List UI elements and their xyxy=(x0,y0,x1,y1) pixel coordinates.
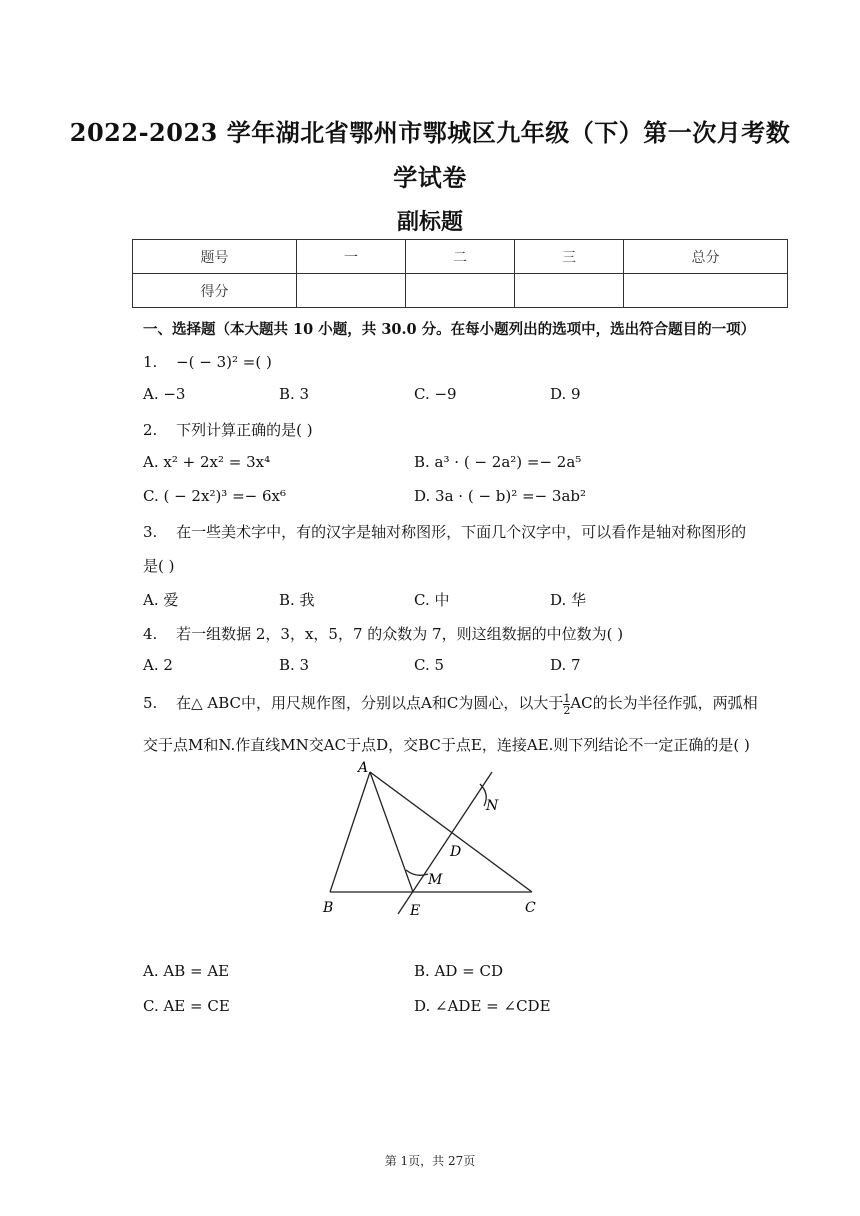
question-3 xyxy=(143,521,746,542)
question-number: 5. xyxy=(143,694,158,712)
score-cell[interactable] xyxy=(297,274,406,308)
question-text: 下列计算正确的是( ) xyxy=(176,421,313,439)
question-number: 3. xyxy=(143,523,158,541)
question-2 xyxy=(143,419,313,440)
label-b: B xyxy=(323,900,334,916)
page-title-line2: 学试卷 xyxy=(393,163,467,192)
score-header-cell: 题号 xyxy=(133,240,297,274)
section-heading: 一、选择题（本大题共 10 小题，共 30.0 分。在每小题列出的选项中，选出符合题目的一项） xyxy=(143,321,756,338)
fraction-denominator: 2 xyxy=(563,703,571,717)
option-d[interactable]: D. ∠ADE = ∠CDE xyxy=(414,997,551,1015)
option-b[interactable]: B. a³ · ( − 2a²) =− 2a⁵ xyxy=(414,453,582,471)
option-c[interactable]: C. AE = CE xyxy=(143,997,230,1015)
question-number: 4. xyxy=(143,625,158,643)
option-a[interactable]: A. 爱 xyxy=(143,591,179,609)
option-c[interactable]: C. −9 xyxy=(414,385,457,403)
score-header-cell: 二 xyxy=(406,240,515,274)
question-text: 若一组数据 2，3，x，5，7 的众数为 7，则这组数据的中位数为( ) xyxy=(176,625,624,643)
score-cell[interactable] xyxy=(515,274,624,308)
option-d[interactable]: D. 9 xyxy=(550,385,581,403)
option-a[interactable]: A. AB = AE xyxy=(143,962,230,980)
option-d[interactable]: D. 3a · ( − b)² =− 3ab² xyxy=(414,487,587,505)
page-footer: 第 1页，共 27页 xyxy=(384,1154,476,1168)
label-m: M xyxy=(428,872,443,888)
label-n: N xyxy=(486,798,499,814)
score-cell[interactable] xyxy=(624,274,788,308)
question-text: AC的长为半径作弧，两弧相 xyxy=(570,694,758,712)
score-header-cell: 一 xyxy=(297,240,406,274)
question-number: 1. xyxy=(143,353,158,371)
option-a[interactable]: A. −3 xyxy=(143,385,186,403)
question-5 xyxy=(143,692,758,716)
score-table xyxy=(132,239,788,308)
option-d[interactable]: D. 华 xyxy=(550,591,587,609)
line-mn xyxy=(398,772,492,914)
question-text: 在△ ABC中，用尺规作图，分别以点A和C为圆心，以大于 xyxy=(176,694,564,712)
option-d[interactable]: D. 7 xyxy=(550,656,581,674)
option-b[interactable]: B. AD = CD xyxy=(414,962,504,980)
question-1 xyxy=(143,353,272,371)
label-c: C xyxy=(525,900,536,916)
option-a[interactable]: A. x² + 2x² = 3x⁴ xyxy=(143,453,271,471)
option-b[interactable]: B. 3 xyxy=(279,656,310,674)
triangle-figure xyxy=(320,758,550,918)
page-title-line1: 2022-2023 学年湖北省鄂州市鄂城区九年级（下）第一次月考数 xyxy=(69,118,791,147)
question-text-cont: 是( ) xyxy=(143,557,175,575)
score-table-header-row xyxy=(133,240,788,274)
page-subtitle: 副标题 xyxy=(396,209,463,235)
option-a[interactable]: A. 2 xyxy=(143,656,173,674)
score-table-row xyxy=(133,274,788,308)
question-number: 2. xyxy=(143,421,158,439)
label-a: A xyxy=(358,760,369,776)
option-c[interactable]: C. 中 xyxy=(414,591,450,609)
score-cell[interactable] xyxy=(406,274,515,308)
question-text: 在一些美术字中，有的汉字是轴对称图形，下面几个汉字中，可以看作是轴对称图形的 xyxy=(176,523,747,541)
score-header-cell: 三 xyxy=(515,240,624,274)
option-b[interactable]: B. 我 xyxy=(279,591,315,609)
score-row-label: 得分 xyxy=(133,274,297,308)
fraction-numerator: 1 xyxy=(563,691,571,705)
label-d: D xyxy=(450,844,462,860)
label-e: E xyxy=(410,903,421,918)
score-header-cell: 总分 xyxy=(624,240,788,274)
segment-ac xyxy=(370,772,532,892)
option-b[interactable]: B. 3 xyxy=(279,385,310,403)
segment-ab xyxy=(330,772,370,892)
question-4 xyxy=(143,623,623,644)
question-text-cont: 交于点M和N.作直线MN交AC于点D，交BC于点E，连接AE.则下列结论不一定正确的是( ) xyxy=(143,736,750,754)
segment-ae xyxy=(370,772,413,892)
question-text: −( − 3)² =( ) xyxy=(176,353,272,371)
option-c[interactable]: C. 5 xyxy=(414,656,445,674)
option-c[interactable]: C. ( − 2x²)³ =− 6x⁶ xyxy=(143,487,287,505)
